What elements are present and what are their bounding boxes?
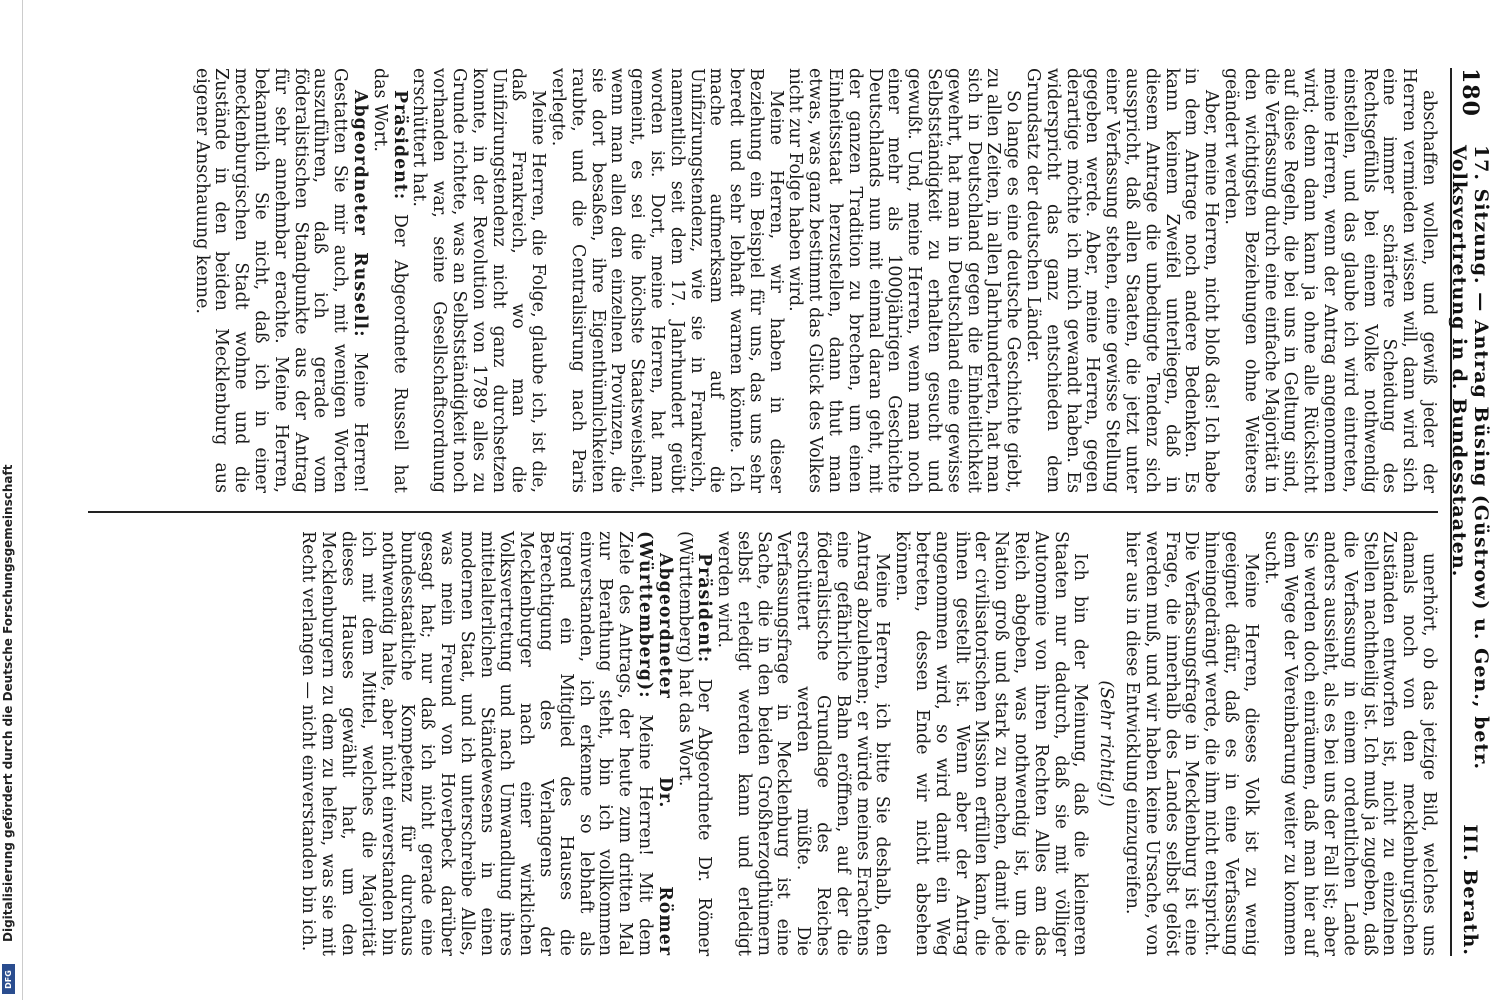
speech-text: Meine Herren! Mit dem Ziele des Antrags, der heute zum dritten Mal zur Berathung steht, bin ich vollkommen einverstanden, ich erkenne so lebhaft als irgend ein Mitglied des Hauses die Berechtigung des Verlangens der Mecklenburger nach einer wirklichen Volksvertretung und nach Umwandlung ihres mittelalterlichen Ständewesens in einen modernen Staat, und ich unterschreibe Alles, was mein Freund von Hoverbeck darüber gesagt hat; nur daß ich nicht gerade eine bundesstaatliche Kompetenz für durchaus nothwendig halte, aber nicht einverstanden bin ich mit dem Mittel, welches die Majorität dieses Hauses gewählt hat, um den Mecklenburgern zu dem zu helfen, was sie mit Recht verlangen — nicht einverstanden bin ich.: [298, 531, 655, 956]
speaker-label: Abgeordneter Dr. Römer (Württemberg):: [634, 531, 675, 956]
paragraph: Ich bin der Meinung, daß die kleineren Staaten nur dadurch, daß sie mit völliger Autonomie von ihren Rechten Alles am das Reich abgeben, was nothwendig ist, um die Nation groß und stark zu machen, damit jede der civilisatorischen Mission erfüllen kann, die ihnen gestellt ist. Wenn aber der Antrag angenommen wird, so wird damit ein Weg betreten, dessen Ende wir nicht absehen können.: [892, 531, 1091, 956]
speech-paragraph: [674, 531, 714, 956]
paragraph: Meine Herren, die Folge, glaube ich, ist die, daß Frankreich, wo man die Unifizirungstendenz nicht ganz durchsetzen konnte, in der Revolution von 1789 alles zu Grunde richtete, was an Selbstständigkeit noch vorhanden war, seine Gesellschaftsordnung erschüttert hat.: [409, 68, 549, 493]
paragraph: unerhört, ob das jetzige Bild, welches uns damals noch von den mecklenburgischen Zuständen entworfen ist, nicht zu einzelnen Stellen nachtheilig ist. Ich muß ja zugeben, daß die Verfassung in einem ordentlichen Lande anders aussieht, als es bei uns der Fall ist; aber Sie werden doch einräumen, daß man hier auf dem Wege der Vereinbarung weiter zu kommen sucht.: [1260, 531, 1439, 956]
speaker-label: Präsident:: [694, 553, 715, 664]
dfg-logo-icon: [2, 964, 15, 994]
text-columns: [88, 68, 1438, 956]
speech-paragraph: [191, 68, 369, 493]
paragraph: Meine Herren, dieses Volk ist zu wenig geeignet dafür, daß es in eine Verfassung hineingedrängt werde, die ihm nicht entspricht. Die Verfassungsfrage in Mecklenburg ist eine Frage, die innerhalb des Landes selbst gelöst werden muß, und wir haben keine Ursache, von hier aus in diese Entwicklung einzugreifen.: [1122, 531, 1261, 956]
document-page: [88, 40, 1492, 984]
speech-paragraph: [369, 68, 409, 493]
running-title: 17. Sitzung. — Antrag Büsing (Güstrow) u. Gen., betr. Volksvertretung in d. Bundesstaaten.: [1448, 144, 1492, 771]
page-header: [1448, 68, 1492, 956]
credit-text: Digitalisierung gefördert durch die Deutsche Forschungsgemeinschaft: [1, 464, 15, 942]
speech-text: Meine Herren! Gestatten Sie mir auch, mit wenigen Worten auszuführen, daß ich gerade vom föderalistischen Standpunkte aus der Antrag für sehr annehmbar erachte. Meine Herren, bekanntlich Sie nicht, daß ich in einer mecklenburgischen Stadt wohne und die Zustände in den beiden Mecklenburg aus eigener Anschauung kenne.: [191, 68, 370, 494]
paragraph: Meine Herren, ich bitte Sie deshalb, den Antrag abzulehnen; er würde meines Erachtens eine gefährliche Bahn eröffnen, auf der die föderalistische Grundlage des Reiches erschüttert werden müßte. Die Verfassungsfrage in Mecklenburg ist eine Sache, die in den beiden Großherzogthümern selbst erledigt werden kann und erledigt werden wird.: [714, 531, 893, 956]
column-divider: [88, 511, 1438, 513]
speech-paragraph: [298, 531, 674, 956]
page-number: 180: [1457, 68, 1483, 117]
digitization-credit: [2, 422, 16, 942]
paragraph: abschaffen wollen, und gewiß jeder der Herren vermieden wissen will, dann wird sich eine immer schärfere Scheidung des Rechtsgefühls bei einem Volke nothwendig einstellen, und das glaube ich wird eintreten, meine Herren, wenn der Antrag angenommen wird; denn dann kann ja ohne alle Rücksicht auf diese Regeln, die bei uns in Geltung sind, die Verfassung durch eine einfache Majorität in den wichtigsten Beziehungen ohne Weiteres geändert werden.: [1221, 68, 1439, 493]
paragraph: Aber, meine Herren, nicht bloß das! Ich habe in dem Antrage noch andere Bedenken. Es kann keinem Zweifel unterliegen, daß in diesem Antrage die unbedingte Tendenz sich ausspricht, daß allen Staaten, die jetzt unter einer Verfassung stehen, eine gewisse Stellung gegeben werde. Aber, meine Herren, gegen derartige möchte ich mich gewandt haben. Es widerspricht das ganz entschieden dem Grundsatz der deutschen Länder.: [1023, 68, 1222, 493]
left-column: [88, 68, 1438, 493]
scan-gutter-line: [22, 0, 23, 1000]
right-column: [88, 531, 1438, 956]
speaker-label: Präsident:: [389, 90, 410, 201]
paragraph: Meine Herren, wir haben in dieser Beziehung ein Beispiel für uns, das uns sehr beredt und sehr lebhaft warnen könnte. Ich mache aufmerksam auf die Unifizirungstendenz, wie sie in Frankreich, namentlich seit dem 17. Jahrhundert geübt worden ist. Dort, meine Herren, hat man gemeint, es sei die höchste Staatsweisheit, wenn man allen den einzelnen Provinzen, die sie dort besaßen, ihre Eigenthümlichkeiten raubte, und die Centralisirung nach Paris verlegte.: [547, 68, 786, 493]
speech-text: Der Abgeordnete Dr. Römer (Württemberg) hat das Wort.: [674, 531, 715, 957]
interjection: (Sehr richtig!): [1096, 680, 1117, 807]
section-label: III. Berath.: [1459, 824, 1481, 956]
paragraph: So lange es eine deutsche Geschichte giebt, zu allen Zeiten, in allen Jahrhunderten, hat man sich in Deutschland gegen die Einheitlichkeit gewehrt, hat man in Deutschland eine gewisse Selbstständigkeit zu erhalten gesucht und gewußt. Und, meine Herren, wenn man noch einer mehr als 1000jährigen Geschichte Deutschlands nun mit einmal daran geht, mit der ganzen Tradition zu brechen, um einen Einheitsstaat herzustellen, dann thut man etwas, was ganz bestimmt das Glück des Volkes nicht zur Folge haben wird.: [785, 68, 1024, 493]
speech-text: Der Abgeordnete Russell hat das Wort.: [369, 68, 410, 493]
speaker-label: Abgeordneter Russell:: [349, 90, 370, 338]
logo-text: DFG: [4, 969, 14, 989]
